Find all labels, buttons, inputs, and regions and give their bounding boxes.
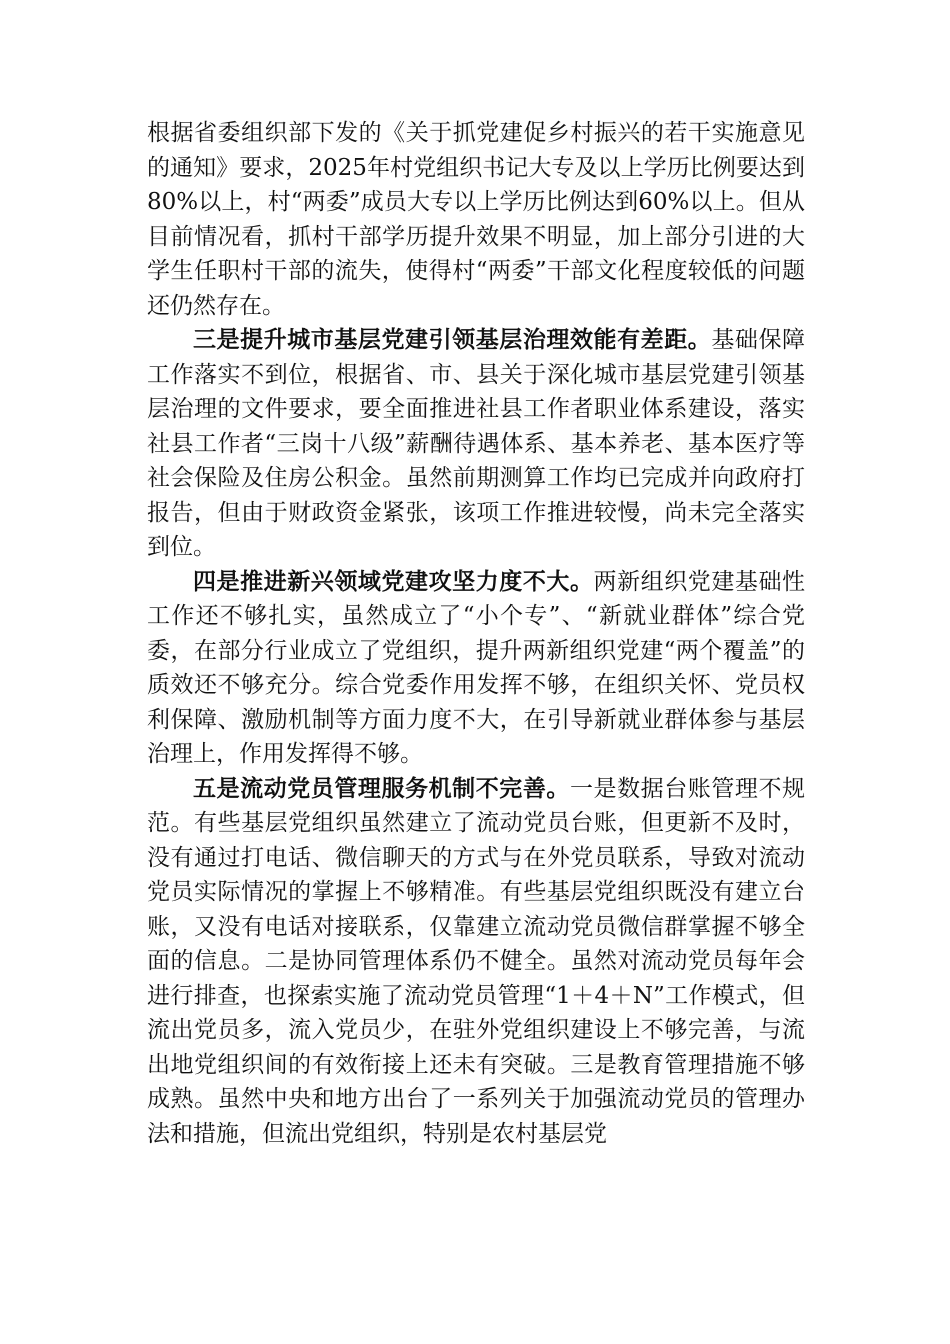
document-page: [147, 116, 805, 1151]
paragraph-text: 基础保障工作落实不到位，根据省、市、县关于深化城市基层党建引领基层治理的文件要求，要全面推进社县工作者职业体系建设，落实社县工作者“三岗十八级”薪酬待遇体系、基本养老、基本医疗等社会保险及住房公积金。虽然前期测算工作均已完成并向政府打报告，但由于财政资金紧张，该项工作推进较慢，尚未完全落实到位。: [147, 327, 806, 560]
paragraph-urban-governance: [147, 323, 805, 565]
paragraph-heading: 四是推进新兴领域党建攻坚力度不大。: [193, 568, 594, 595]
paragraph-continuation: [147, 116, 805, 323]
paragraph-text: 根据省委组织部下发的《关于抓党建促乡村振兴的若干实施意见的通知》要求，2025年村党组织书记大专及以上学历比例要达到80%以上，村“两委”成员大专以上学历比例达到60%以上。但从目前情况看，抓村干部学历提升效果不明显，加上部分引进的大学生任职村干部的流失，使得村“两委”干部文化程度较低的问题还仍然存在。: [147, 120, 805, 319]
paragraph-mobile-members: [147, 772, 805, 1152]
paragraph-heading: 五是流动党员管理服务机制不完善。: [193, 775, 570, 802]
paragraph-new-sectors: [147, 565, 805, 772]
paragraph-text: 一是数据台账管理不规范。有些基层党组织虽然建立了流动党员台账，但更新不及时，没有通过打电话、微信聊天的方式与在外党员联系，导致对流动党员实际情况的掌握上不够精准。有些基层党组织既没有建立台账，又没有电话对接联系，仅靠建立流动党员微信群掌握不够全面的信息。二是协同管理体系仍不健全。虽然对流动党员每年会进行排查，也探索实施了流动党员管理“1＋4＋N”工作模式，但流出党员多，流入党员少，在驻外党组织建设上不够完善，与流出地党组织间的有效衔接上还未有突破。三是教育管理措施不够成熟。虽然中央和地方出台了一系列关于加强流动党员的管理办法和措施，但流出党组织，特别是农村基层党: [147, 775, 806, 1147]
paragraph-text: 两新组织党建基础性工作还不够扎实，虽然成立了“小个专”、“新就业群体”综合党委，在部分行业成立了党组织，提升两新组织党建“两个覆盖”的质效还不够充分。综合党委作用发挥不够，在组织关怀、党员权利保障、激励机制等方面力度不大，在引导新就业群体参与基层治理上，作用发挥得不够。: [147, 568, 806, 767]
paragraph-heading: 三是提升城市基层党建引领基层治理效能有差距。: [193, 327, 712, 353]
